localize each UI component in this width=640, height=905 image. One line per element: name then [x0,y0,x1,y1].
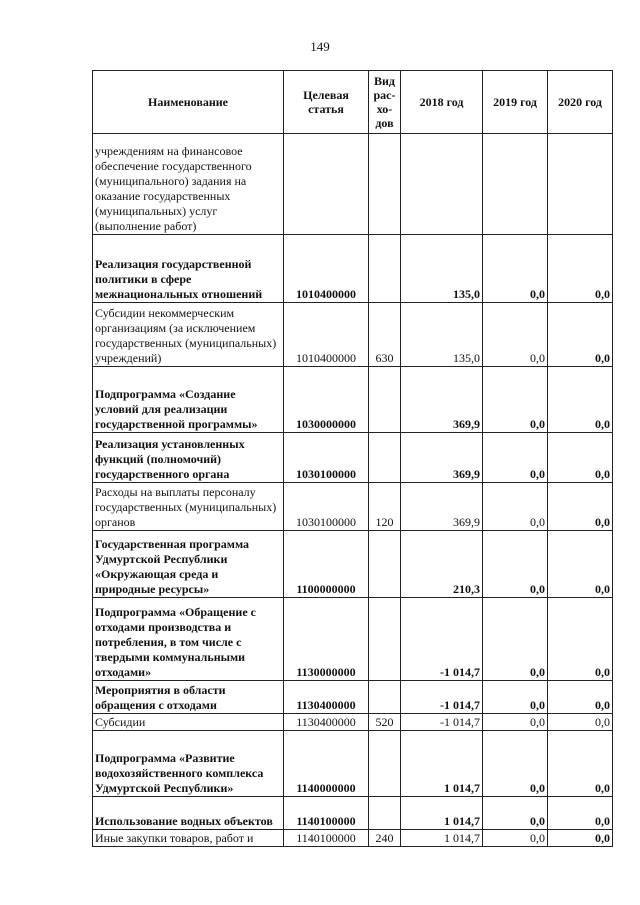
table-row [93,731,613,797]
row-2018: -1 014,7 [401,598,483,681]
row-2020: 0,0 [548,483,613,531]
row-name: Мероприятия в области обращения с отходами [93,681,284,714]
row-type [369,598,401,681]
row-code: 1100000000 [284,531,369,598]
row-2020: 0,0 [548,681,613,714]
row-2018: -1 014,7 [401,714,483,731]
table-row [93,367,613,433]
row-type: 630 [369,303,401,367]
table-row [93,797,613,830]
header-name: Наименование [93,71,284,134]
row-2019: 0,0 [483,303,548,367]
row-name: Использование водных объектов [93,797,284,830]
table-row [93,303,613,367]
row-2019: 0,0 [483,433,548,483]
row-code: 1130400000 [284,714,369,731]
row-type [369,731,401,797]
table-header-row [93,71,613,134]
row-code: 1030100000 [284,483,369,531]
table-row [93,433,613,483]
row-2018: 369,9 [401,433,483,483]
row-2020 [548,134,613,235]
row-2019: 0,0 [483,681,548,714]
row-name: Расходы на выплаты персоналу государственных (муниципальных) органов [93,483,284,531]
row-2019: 0,0 [483,235,548,303]
row-2020: 0,0 [548,367,613,433]
row-2018: 1 014,7 [401,797,483,830]
row-name: Субсидии [93,714,284,731]
row-2020: 0,0 [548,303,613,367]
row-code: 1140100000 [284,830,369,847]
row-2019: 0,0 [483,598,548,681]
row-name: Реализация государственной политики в сфере межнациональных отношений [93,235,284,303]
row-type: 520 [369,714,401,731]
row-type: 120 [369,483,401,531]
row-type [369,797,401,830]
row-type [369,681,401,714]
row-2020: 0,0 [548,235,613,303]
row-code: 1140000000 [284,731,369,797]
row-2019: 0,0 [483,367,548,433]
budget-table [92,70,613,847]
table-row [93,681,613,714]
row-code: 1010400000 [284,235,369,303]
header-2018: 2018 год [401,71,483,134]
row-type [369,531,401,598]
row-type [369,134,401,235]
row-2018: 369,9 [401,483,483,531]
row-name: учреждениям на финансовое обеспечение государственного (муниципального) задания на оказание государственных (муниципальных) услуг (выполнение работ) [93,134,284,235]
table-row [93,235,613,303]
row-name: Подпрограмма «Создание условий для реализации государственной программы» [93,367,284,433]
row-code: 1130000000 [284,598,369,681]
table-row [93,483,613,531]
row-2020: 0,0 [548,433,613,483]
row-2018: 1 014,7 [401,731,483,797]
row-type: 240 [369,830,401,847]
row-2019: 0,0 [483,731,548,797]
row-2019: 0,0 [483,797,548,830]
header-2019: 2019 год [483,71,548,134]
header-2020: 2020 год [548,71,613,134]
row-2018: 369,9 [401,367,483,433]
row-2020: 0,0 [548,714,613,731]
table-row [93,830,613,847]
header-code: Целевая статья [284,71,369,134]
row-2020: 0,0 [548,598,613,681]
row-code: 1030000000 [284,367,369,433]
row-name: Подпрограмма «Развитие водохозяйственного комплекса Удмуртской Республики» [93,731,284,797]
row-name: Реализация установленных функций (полномочий) государственного органа [93,433,284,483]
row-2020: 0,0 [548,731,613,797]
row-code [284,134,369,235]
row-2018: 1 014,7 [401,830,483,847]
row-name: Государственная программа Удмуртской Республики «Окружающая среда и природные ресурсы» [93,531,284,598]
row-2018: 210,3 [401,531,483,598]
row-type [369,433,401,483]
row-2019: 0,0 [483,830,548,847]
row-2019 [483,134,548,235]
page-number: 149 [310,39,330,54]
row-2019: 0,0 [483,483,548,531]
row-code: 1030100000 [284,433,369,483]
table-row [93,531,613,598]
row-2018: 135,0 [401,303,483,367]
table-row [93,598,613,681]
row-name: Подпрограмма «Обращение с отходами производства и потребления, в том числе с твердыми коммунальными отходами» [93,598,284,681]
table-row [93,134,613,235]
table-row [93,714,613,731]
row-code: 1130400000 [284,681,369,714]
row-2018: -1 014,7 [401,681,483,714]
row-code: 1140100000 [284,797,369,830]
row-2020: 0,0 [548,797,613,830]
row-type [369,367,401,433]
row-name: Иные закупки товаров, работ и [93,830,284,847]
row-2018: 135,0 [401,235,483,303]
row-2019: 0,0 [483,714,548,731]
row-2020: 0,0 [548,531,613,598]
row-2020: 0,0 [548,830,613,847]
row-2018 [401,134,483,235]
row-code: 1010400000 [284,303,369,367]
row-type [369,235,401,303]
header-type: Вид рас- хо- дов [369,71,401,134]
row-name: Субсидии некоммерческим организациям (за исключением государственных (муниципальных) учреждений) [93,303,284,367]
row-2019: 0,0 [483,531,548,598]
